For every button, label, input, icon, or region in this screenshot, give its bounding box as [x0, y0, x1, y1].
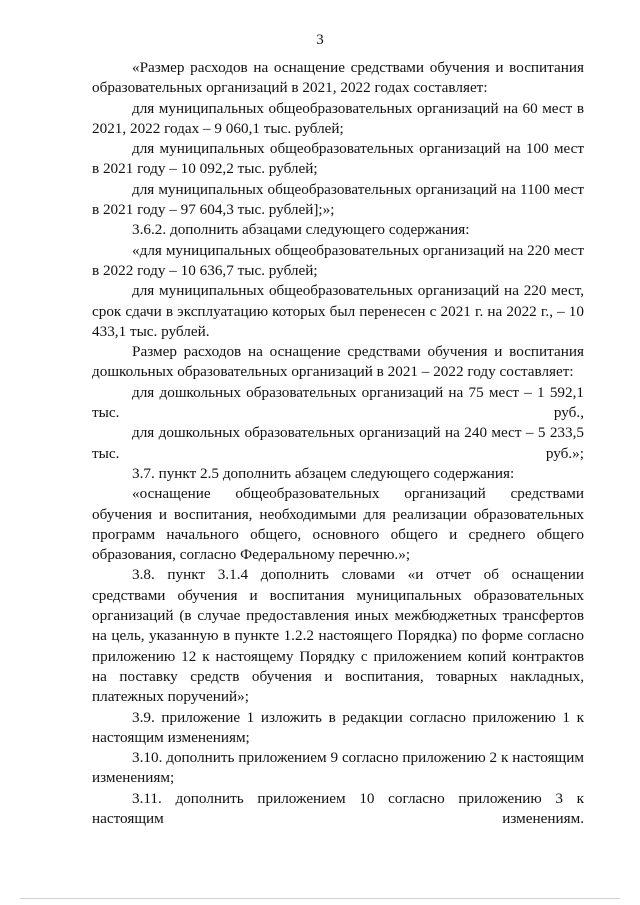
- paragraph: для муниципальных общеобразовательных организаций на 1100 мест в 2021 году – 97 604,3 тыс. рублей];»;: [92, 180, 584, 219]
- paragraph: 3.7. пункт 2.5 дополнить абзацем следующего содержания:: [132, 464, 515, 482]
- document-body: [92, 58, 584, 829]
- paragraph: Размер расходов на оснащение средствами обучения и воспитания дошкольных образовательных организаций в 2021 – 2022 году составляет:: [92, 343, 584, 381]
- paragraph: «Размер расходов на оснащение средствами обучения и воспитания образовательных организаций в 2021, 2022 годах составляет:: [92, 59, 584, 97]
- paragraph: для муниципальных общеобразовательных организаций на 220 мест, срок сдачи в эксплуатацию которых был перенесен с 2021 г. на 2022 г., – 10 433,1 тыс. рублей.: [92, 282, 584, 340]
- paragraph: 3.9. приложение 1 изложить в редакции согласно приложению 1 к настоящим изменениям;: [92, 708, 584, 746]
- paragraph: для дошкольных образовательных организаций на 75 мест – 1 592,1 тыс. руб.,: [92, 383, 584, 422]
- paragraph: 3.10. дополнить приложением 9 согласно приложению 2 к настоящим изменениям;: [92, 749, 584, 787]
- paragraph: «для муниципальных общеобразовательных организаций на 220 мест в 2022 году – 10 636,7 тыс. рублей;: [92, 241, 584, 279]
- paragraph: 3.8. пункт 3.1.4 дополнить словами «и отчет об оснащении средствами обучения и воспитания муниципальных образовательных организаций (в случае предоставления иных межбюджетных трансфертов на цель, указанную в пункте 1.2.2 настоящего Порядка) по форме согласно приложению 12 к настоящему Порядку с приложением копий контрактов на поставку средств обучения и воспитания, товарных накладных, платежных поручений»;: [92, 566, 584, 706]
- paragraph: для муниципальных общеобразовательных организаций на 100 мест в 2021 году – 10 092,2 тыс. рублей;: [92, 140, 584, 178]
- paragraph: 3.6.2. дополнить абзацами следующего содержания:: [132, 221, 470, 239]
- paragraph: «оснащение общеобразовательных организаций средствами обучения и воспитания, необходимыми для реализации образовательных программ начального общего, основного общего и среднего общего образования, согласно Федеральному перечню.»;: [92, 485, 584, 564]
- page-number: 3: [316, 32, 324, 48]
- scan-edge-line: [20, 898, 620, 899]
- paragraph: 3.11. дополнить приложением 10 согласно приложению 3 к настоящим изменениям.: [92, 789, 584, 827]
- paragraph: для муниципальных общеобразовательных организаций на 60 мест в 2021, 2022 годах – 9 060,1 тыс. рублей;: [92, 99, 584, 137]
- paragraph: для дошкольных образовательных организаций на 240 мест – 5 233,5 тыс. руб.»;: [92, 424, 584, 462]
